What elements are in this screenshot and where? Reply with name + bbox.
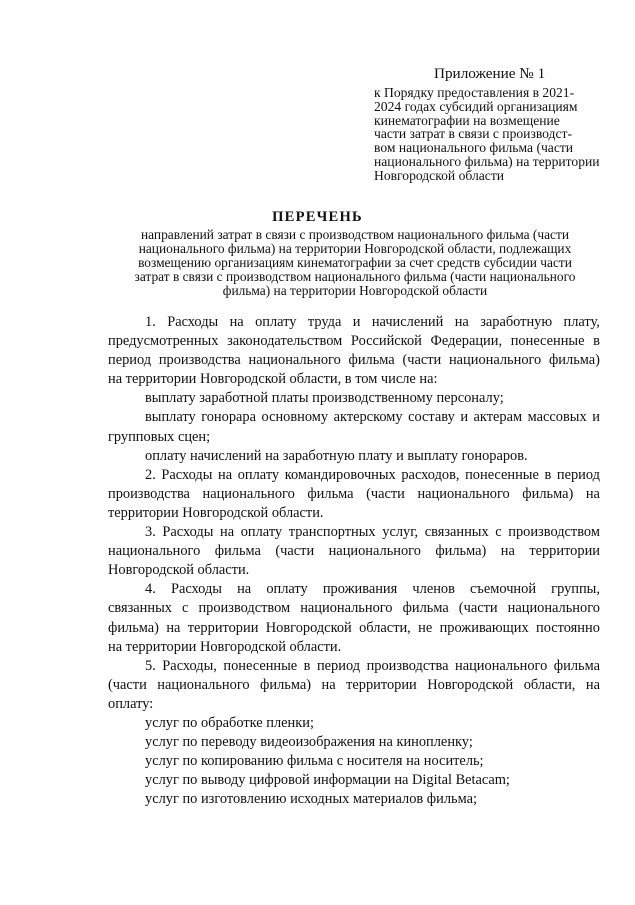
word: гонорара (201, 409, 256, 426)
subtitle-line: затрат в связи с производством национального фильма (части национального (134, 269, 576, 284)
document-body (108, 313, 600, 809)
word: связанных (108, 600, 172, 617)
word: законодательством (227, 333, 343, 350)
subtitle-line: фильма) на территории Новгородской области (222, 283, 488, 298)
word: фильма) (522, 485, 574, 502)
word: выплату (145, 409, 196, 426)
word: 5. (145, 657, 156, 674)
word: национального (328, 543, 421, 560)
word: оплату (266, 581, 308, 598)
list-item: групповых сцен; (108, 428, 211, 445)
word: национального (248, 352, 341, 369)
word: национального (507, 600, 600, 617)
word: (части (275, 543, 315, 560)
word: 3. (145, 524, 156, 541)
word: расходов, (401, 466, 460, 483)
word: производства (158, 352, 241, 369)
word: фильма (553, 657, 600, 674)
word: составу (408, 409, 455, 426)
word: в (544, 466, 552, 483)
subtitle-line: национального фильма) на территории Новгородской области, подлежащих (138, 241, 572, 256)
word: массовых (527, 409, 587, 426)
paragraph-line (108, 599, 600, 618)
word: транспортных (288, 524, 376, 541)
word: фильма (348, 352, 395, 369)
word: понесенные (223, 657, 298, 674)
word: плату, (563, 314, 600, 330)
word: период (316, 657, 361, 674)
word: фильма) (108, 619, 159, 636)
list-item: выплату заработной платы производственному персоналу; (145, 390, 504, 407)
word: оплату (237, 466, 280, 483)
word: понесенные (465, 466, 539, 483)
word: Федерации, (430, 333, 503, 350)
list-item: услуг по выводу цифровой информации на Digital Betacam; (145, 772, 510, 789)
paragraph-line: на территории Новгородской области. (108, 638, 342, 655)
subtitle-line: направлений затрат в связи с производством национального фильма (части (140, 227, 570, 242)
word: фильма (402, 600, 449, 617)
word: (части (366, 485, 405, 502)
document-subtitle (100, 228, 610, 298)
word: командировочных (284, 466, 396, 483)
list-item: оплату начислений на заработную плату и выплату гонораров. (145, 447, 528, 464)
word: области, (523, 676, 576, 693)
word: актерам (473, 409, 523, 426)
word: группы, (551, 581, 600, 598)
word: национального (417, 485, 510, 502)
word: национального (448, 352, 542, 369)
word: 4. (145, 581, 156, 598)
paragraph-line: оплату: (108, 695, 154, 712)
word: национального (202, 485, 295, 502)
word: труда (307, 314, 342, 330)
word: территории (187, 619, 259, 636)
paragraph-line (108, 313, 600, 332)
word: проживания (322, 581, 398, 598)
appendix-line: к Порядку предоставления в 2021- (374, 85, 575, 100)
paragraph-line (108, 485, 600, 504)
appendix-line: Новгородской области (374, 167, 505, 183)
appendix-reference (374, 86, 614, 183)
word: понесенные (510, 333, 585, 350)
word: актерскому (333, 409, 403, 426)
paragraph-line: Новгородской области. (108, 562, 250, 579)
paragraph-line (108, 619, 600, 638)
word: на (220, 524, 235, 541)
word: основному (261, 409, 329, 426)
word: заработную (480, 314, 553, 330)
word: национального (157, 676, 250, 693)
word: территории (529, 543, 600, 560)
document-heading: ПЕРЕЧЕНЬ (272, 209, 363, 225)
word: и (352, 314, 361, 330)
word: начислений (371, 314, 444, 330)
word: оплату (255, 314, 297, 330)
word: в (303, 657, 311, 674)
word: Российской (350, 333, 422, 350)
appendix-line: части затрат в связи с производст- (374, 126, 572, 142)
word: и (592, 409, 600, 426)
word: в (593, 333, 600, 350)
word: фильма (214, 543, 261, 560)
word: Расходы (161, 466, 213, 483)
word: производством (198, 600, 291, 617)
list-item: услуг по изготовлению исходных материалов фильма; (145, 791, 477, 808)
word: услуг, (382, 524, 419, 541)
word: постоянно (536, 619, 600, 636)
word: (части (108, 676, 147, 693)
paragraph-line (108, 657, 600, 676)
word: области, (359, 619, 411, 636)
paragraph-line (108, 542, 600, 561)
paragraph-line (108, 466, 600, 485)
word: на (229, 314, 244, 330)
word: производства (366, 657, 449, 674)
word: производства (108, 485, 190, 502)
appendix-line: кинематографии на возмещение (374, 112, 560, 128)
word: с (495, 524, 502, 541)
paragraph-line (108, 676, 600, 695)
word: период (108, 352, 152, 369)
word: на (218, 466, 233, 483)
word: Расходы (162, 524, 214, 541)
word: фильма) (435, 543, 487, 560)
paragraph-line (108, 580, 600, 599)
word: предусмотренных (108, 333, 219, 350)
appendix-line: 2024 годах субсидий организациям (374, 98, 578, 114)
list-item: услуг по обработке пленки; (145, 714, 314, 731)
word: Расходы, (162, 657, 217, 674)
word: съемочной (470, 581, 537, 598)
word: на (585, 676, 600, 693)
word: и (460, 409, 469, 426)
list-item (108, 408, 600, 427)
word: производством (508, 524, 600, 541)
word: на (237, 581, 252, 598)
word: период (556, 466, 600, 483)
word: не (418, 619, 433, 636)
word: на (500, 543, 515, 560)
appendix-title: Приложение № 1 (434, 65, 546, 82)
paragraph-line (108, 523, 600, 542)
word: фильма (307, 485, 354, 502)
word: национального (300, 600, 393, 617)
list-item: услуг по копированию фильма с носителя на носитель; (145, 753, 484, 770)
word: территории (346, 676, 417, 693)
word: связанных (424, 524, 489, 541)
word: на (454, 314, 469, 330)
paragraph-line: территории Новгородской области. (108, 504, 324, 521)
word: (части (402, 352, 442, 369)
paragraph-line (108, 332, 600, 351)
word: 2. (145, 466, 156, 483)
paragraph-line: на территории Новгородской области, в том числе на: (108, 371, 438, 388)
subtitle-line: возмещению организациям кинематографии за счет средств субсидии части (138, 255, 572, 270)
word: национального (455, 657, 548, 674)
word: оплату (240, 524, 283, 541)
word: национального (108, 543, 201, 560)
word: Расходы (167, 314, 219, 330)
word: (части (458, 600, 498, 617)
word: на (585, 485, 600, 502)
appendix-line: национального фильма) на территории (374, 153, 600, 169)
word: на (166, 619, 181, 636)
word: Расходы (170, 581, 222, 598)
paragraph-line (108, 351, 600, 370)
list-item: услуг по переводу видеоизображения на кинопленку; (145, 734, 473, 751)
word: членов (412, 581, 455, 598)
appendix-line: вом национального фильма (части (374, 140, 574, 156)
word: проживающих (439, 619, 529, 636)
word: с (182, 600, 189, 617)
word: 1. (145, 314, 156, 330)
word: Новгородской (265, 619, 352, 636)
word: на (321, 676, 336, 693)
word: фильма) (548, 352, 600, 369)
word: Новгородской (427, 676, 514, 693)
word: фильма) (260, 676, 312, 693)
